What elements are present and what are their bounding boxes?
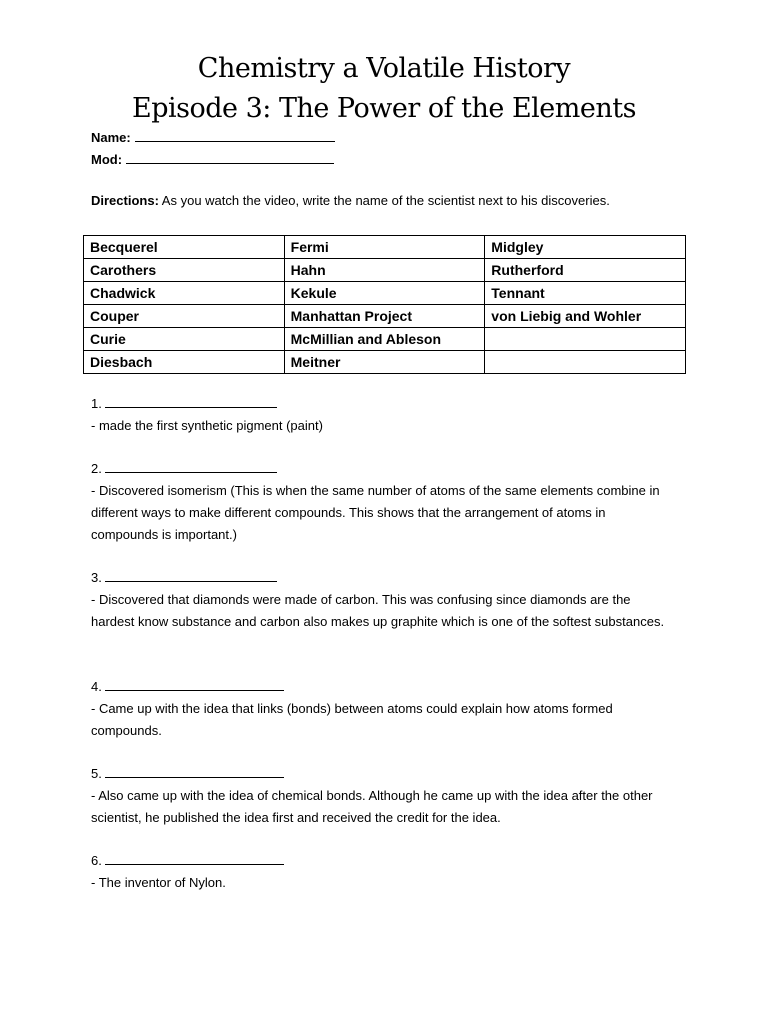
table-cell: Rutherford xyxy=(485,259,686,282)
table-cell: Kekule xyxy=(284,282,485,305)
answer-blank[interactable] xyxy=(105,394,277,408)
answer-blank[interactable] xyxy=(105,764,284,778)
question-6 xyxy=(91,850,671,894)
mod-blank[interactable] xyxy=(126,150,334,164)
mod-field xyxy=(91,150,334,168)
answer-blank[interactable] xyxy=(105,459,277,473)
question-number: 3. xyxy=(91,570,102,585)
answer-blank[interactable] xyxy=(105,851,284,865)
table-cell: Hahn xyxy=(284,259,485,282)
table-cell: von Liebig and Wohler xyxy=(485,305,686,328)
table-cell: Couper xyxy=(84,305,285,328)
table-row xyxy=(84,259,686,282)
table-cell: McMillian and Ableson xyxy=(284,328,485,351)
table-cell: Midgley xyxy=(485,236,686,259)
question-description: - Also came up with the idea of chemical bonds. Although he came up with the idea after the other scientist, he published the idea first and received the credit for the idea. xyxy=(91,788,653,825)
question-description: - Came up with the idea that links (bonds) between atoms could explain how atoms formed compounds. xyxy=(91,701,613,738)
table-cell: Chadwick xyxy=(84,282,285,305)
table-cell: Becquerel xyxy=(84,236,285,259)
directions-label: Directions: xyxy=(91,193,159,208)
question-number: 5. xyxy=(91,766,102,781)
name-label: Name: xyxy=(91,130,131,145)
question-number: 2. xyxy=(91,461,102,476)
worksheet-subtitle: Episode 3: The Power of the Elements xyxy=(132,93,636,124)
table-cell: Curie xyxy=(84,328,285,351)
question-5 xyxy=(91,763,671,829)
question-description: - Discovered isomerism (This is when the same number of atoms of the same elements combine in different ways to make different compounds. This shows that the arrangement of atoms in compounds is important.) xyxy=(91,483,660,542)
question-2 xyxy=(91,458,671,546)
directions-text: As you watch the video, write the name of the scientist next to his discoveries. xyxy=(158,193,610,208)
question-description: - made the first synthetic pigment (paint) xyxy=(91,418,323,433)
question-description: - Discovered that diamonds were made of carbon. This was confusing since diamonds are the hardest know substance and carbon also makes up graphite which is one of the softest substances. xyxy=(91,592,665,629)
mod-label: Mod: xyxy=(91,152,123,167)
answer-blank[interactable] xyxy=(105,677,284,691)
table-cell: Manhattan Project xyxy=(284,305,485,328)
table-row xyxy=(84,305,686,328)
worksheet-title: Chemistry a Volatile History xyxy=(197,53,571,84)
question-3 xyxy=(91,567,671,633)
table-cell xyxy=(485,328,686,351)
table-row xyxy=(84,282,686,305)
table-cell: Fermi xyxy=(284,236,485,259)
table-row xyxy=(84,328,686,351)
table-cell: Carothers xyxy=(84,259,285,282)
name-blank[interactable] xyxy=(135,128,335,142)
question-1 xyxy=(91,393,671,437)
question-description: - The inventor of Nylon. xyxy=(91,875,226,890)
table-row xyxy=(84,351,686,374)
directions xyxy=(91,193,610,209)
scientist-table xyxy=(83,235,686,374)
table-cell: Meitner xyxy=(284,351,485,374)
table-row xyxy=(84,236,686,259)
question-number: 4. xyxy=(91,679,102,694)
table-cell: Diesbach xyxy=(84,351,285,374)
question-number: 1. xyxy=(91,396,102,411)
question-number: 6. xyxy=(91,853,102,868)
table-cell: Tennant xyxy=(485,282,686,305)
answer-blank[interactable] xyxy=(105,568,277,582)
question-4 xyxy=(91,676,671,742)
table-cell xyxy=(485,351,686,374)
name-field xyxy=(91,128,335,146)
